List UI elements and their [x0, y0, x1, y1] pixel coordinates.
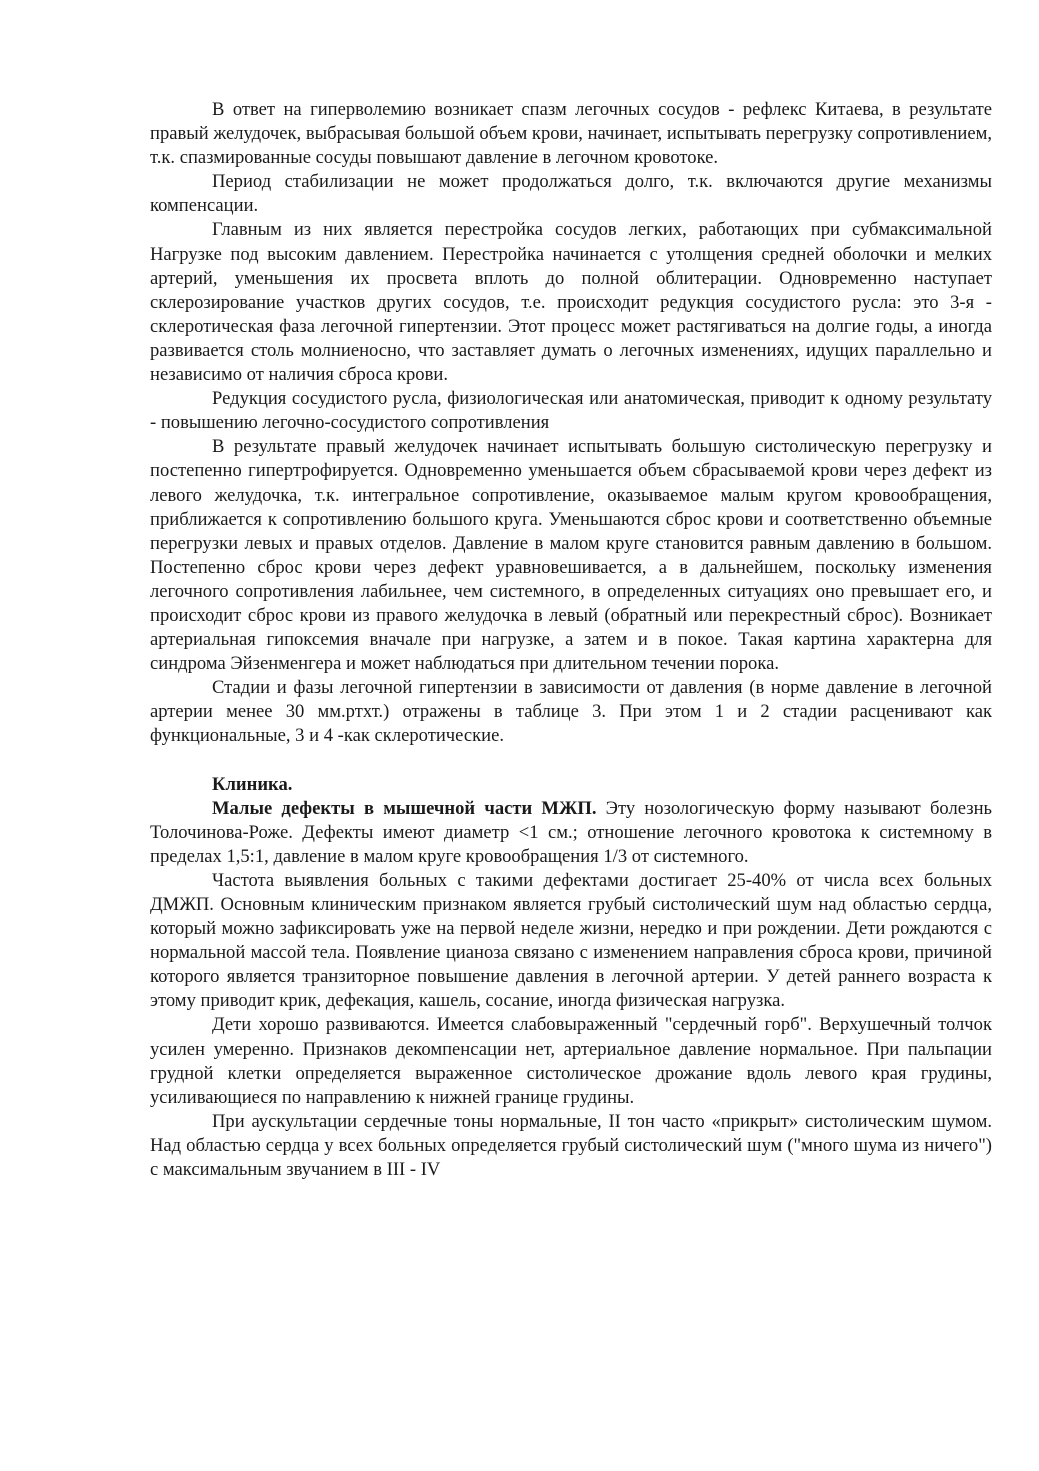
paragraph-stages: Стадии и фазы легочной гипертензии в зависимости от давления (в норме давление в легочной артерии менее 30 мм.ртхт.) отражены в таблице 3. При этом 1 и 2 стадии расценивают как функциональные, 3 и 4 -как склеротические.	[150, 677, 992, 747]
paragraph-vascular-reduction: Редукция сосудистого русла, физиологическая или анатомическая, приводит к одному результату - повышению легочно-сосудистого сопротивления	[150, 388, 992, 434]
small-defects-text: Эту нозологическую форму называют болезнь Толочинова-Роже. Дефекты имеют диаметр <1 см.; отношение легочного кровотока к системному в пределах 1,5:1, давление в малом круге кровообращения 1/3 от системного.	[150, 797, 992, 867]
section-spacer	[150, 749, 992, 773]
document-page	[150, 98, 992, 1182]
paragraph-development: Дети хорошо развиваются. Имеется слабовыраженный "сердечный горб". Верхушечный толчок усилен умеренно. Признаков декомпенсации нет, артериальное давление нормальное. При пальпации грудной клетки определяется выраженное систолическое дрожание вдоль левого края грудины, усиливающиеся по направлению к нижней границе грудины.	[150, 1014, 992, 1108]
small-defects-title: Малые дефекты в мышечной части МЖП.	[212, 797, 597, 819]
paragraph-vessel-remodeling: Главным из них является перестройка сосудов легких, работающих при субмаксимальной Нагрузке под высоким давлением. Перестройка начинается с утолщения средней оболочки и мелких артерий, уменьшения их просвета вплоть до полной облитерации. Одновременно наступает склерозирование участков других сосудов, т.е. происходит редукция сосудистого русла: это 3-я - склеротическая фаза легочной гипертензии. Этот процесс может растягиваться на долгие годы, а иногда развивается столь молниеносно, что заставляет думать о легочных изменениях, идущих параллельно и независимо от наличия сброса крови.	[150, 219, 992, 386]
paragraph-auscultation: При аускультации сердечные тоны нормальные, II тон часто «прикрыт» систолическим шумом. Над областью сердца у всех больных определяется грубый систолический шум ("много шума из ничего") с максимальным звучанием в III - IV	[150, 1110, 992, 1181]
paragraph-right-ventricle: В результате правый желудочек начинает испытывать большую систолическую перегрузку и постепенно гипертрофируется. Одновременно уменьшается объем сбрасываемой крови через дефект из левого желудочка, т.к. интегральное сопротивление, оказываемое малым кругом кровообращения, приближается к сопротивлению большого круга. Уменьшаются сброс крови и соответственно объемные перегрузки левых и правых отделов. Давление в малом круге становится равным давлению в большом. Постепенно сброс крови через дефект уравновешивается, а в дальнейшем, поскольку изменения легочного сопротивления лабильнее, чем системного, в определенных ситуациях оно превышает его, и происходит сброс крови из правого желудочка в левый (обратный или перекрестный сброс). Возникает артериальная гипоксемия вначале при нагрузке, а затем и в покое. Такая картина характерна для синдрома Эйзенменгера и может наблюдаться при длительном течении порока.	[150, 436, 992, 675]
paragraph-small-defects	[150, 797, 992, 869]
paragraph-frequency: Частота выявления больных с такими дефектами достигает 25-40% от числа всех больных ДМЖП. Основным клиническим признаком является грубый систолический шум над областью сердца, который можно зафиксировать уже на первой неделе жизни, нередко и при рождении. Дети рождаются с нормальной массой тела. Появление цианоза связано с изменением направления сброса крови, причиной которого является транзиторное повышение давления в легочной артерии. У детей раннего возраста к этому приводит крик, дефекация, кашель, сосание, иногда физическая нагрузка.	[150, 869, 992, 1012]
paragraph-stabilization: Период стабилизации не может продолжаться долго, т.к. включаются другие механизмы компенсации.	[150, 171, 992, 217]
section-heading: Клиника.	[212, 773, 293, 795]
paragraph-vasospasm: В ответ на гиперволемию возникает спазм легочных сосудов - рефлекс Китаева, в результате правый желудочек, выбрасывая большой объем крови, начинает, испытывать перегрузку сопротивлением, т.к. спазмированные сосуды повышают давление в легочном кровотоке.	[150, 99, 992, 169]
